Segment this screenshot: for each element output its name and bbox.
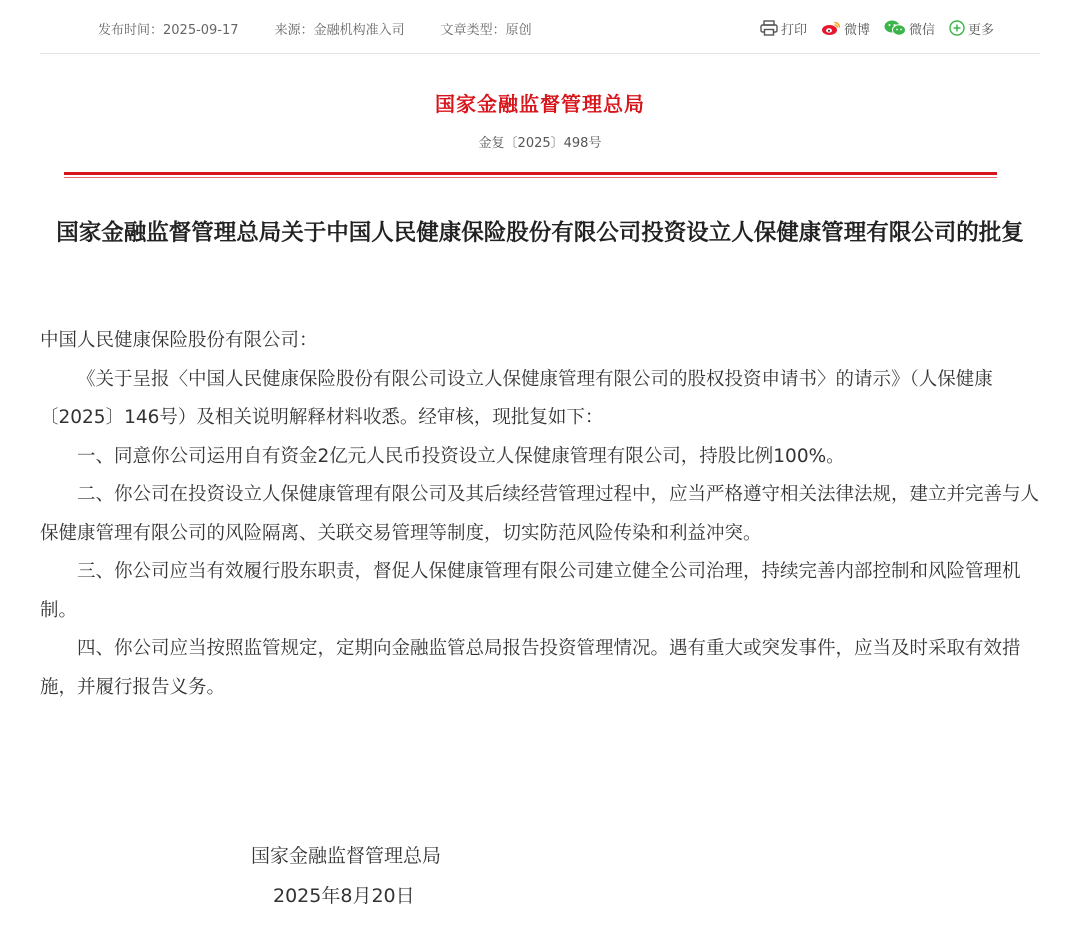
- weibo-share-button[interactable]: [821, 19, 870, 38]
- red-divider: [64, 172, 997, 175]
- print-button[interactable]: [760, 19, 807, 38]
- signature-date: 2025年8月20日: [273, 885, 415, 907]
- wechat-icon: [884, 20, 906, 36]
- approval-item-4: 四、你公司应当按照监管规定，定期向金融监管总局报告投资管理情况。遇有重大或突发事件，应当及时采取有效措施，并履行报告义务。: [40, 638, 1021, 698]
- article-source: 来源：金融机构准入司: [274, 22, 405, 38]
- weibo-label: 微博: [844, 22, 871, 38]
- more-label: 更多: [968, 22, 995, 38]
- document-title: 国家金融监督管理总局关于中国人民健康保险股份有限公司投资设立人保健康管理有限公司的批复: [56, 220, 1024, 246]
- header-divider: [40, 53, 1040, 54]
- signature-block: [251, 836, 441, 916]
- printer-icon: [760, 20, 778, 36]
- publish-time: 发布时间：2025-09-17: [98, 22, 239, 38]
- plus-circle-icon: [949, 20, 965, 36]
- article-type: 文章类型：原创: [440, 22, 532, 38]
- issuing-agency-header: 国家金融监督管理总局: [435, 92, 645, 116]
- signature-agency: 国家金融监督管理总局: [251, 845, 442, 867]
- red-divider-thin: [64, 177, 997, 178]
- document-body: [40, 322, 1040, 707]
- approval-item-2: 二、你公司在投资设立人保健康管理有限公司及其后续经营管理过程中，应当严格遵守相关法律法规，建立并完善与人保健康管理有限公司的风险隔离、关联交易管理等制度，切实防范风险传染和利益冲突。: [40, 484, 1040, 544]
- article-meta-bar: [98, 16, 658, 40]
- intro-paragraph: 《关于呈报〈中国人民健康保险股份有限公司设立人保健康管理有限公司的股权投资申请书〉的请示》（人保健康〔2025〕146号）及相关说明解释材料收悉。经审核，现批复如下：: [40, 368, 993, 428]
- approval-item-3: 三、你公司应当有效履行股东职责，督促人保健康管理有限公司建立健全公司治理，持续完善内部控制和风险管理机制。: [40, 561, 1021, 621]
- document-number: 金复〔2025〕498号: [478, 136, 602, 151]
- salutation: 中国人民健康保险股份有限公司：: [40, 330, 318, 351]
- weibo-icon: [821, 20, 841, 36]
- print-label: 打印: [781, 22, 808, 38]
- wechat-share-button[interactable]: [884, 19, 935, 38]
- more-share-button[interactable]: [949, 19, 994, 38]
- approval-item-1: 一、同意你公司运用自有资金2亿元人民币投资设立人保健康管理有限公司，持股比例100%。: [77, 445, 845, 467]
- share-toolbar: [760, 16, 1008, 40]
- wechat-label: 微信: [909, 22, 936, 38]
